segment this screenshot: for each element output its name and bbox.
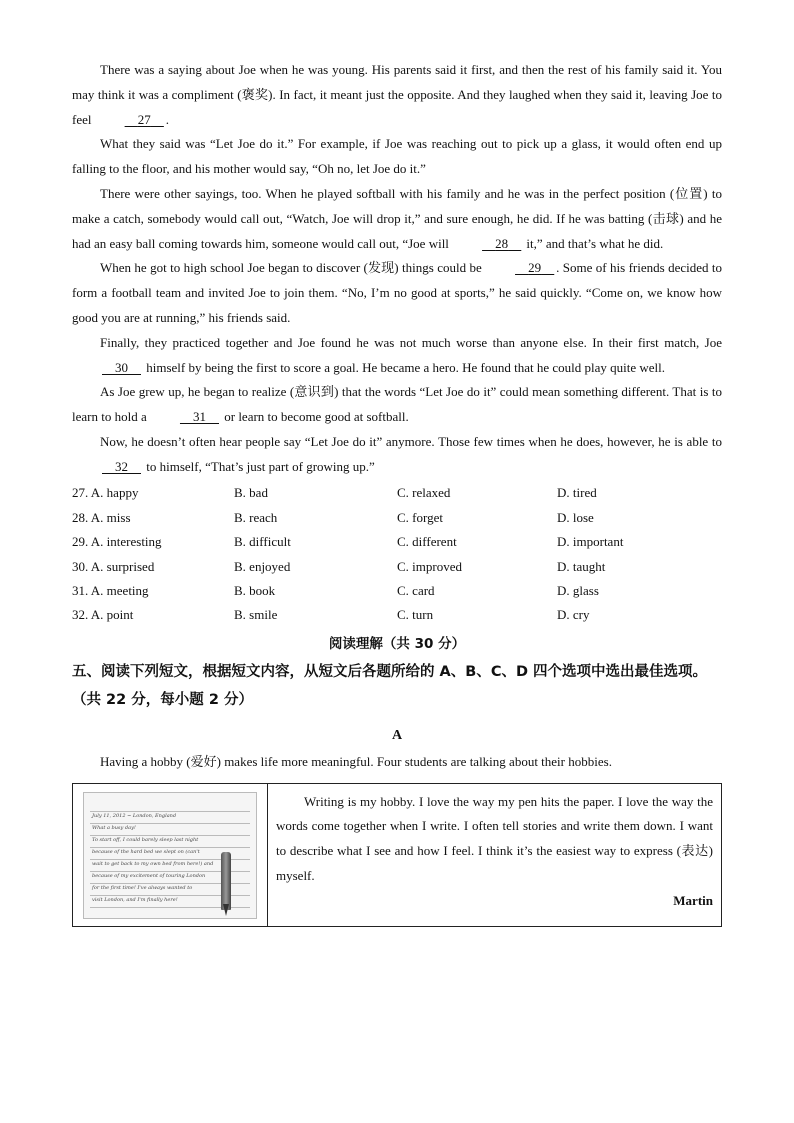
paragraph-2: What they said was “Let Joe do it.” For example, if Joe was reaching out to pick up a glass, it would often end up falling to the floor, and his mother would say, “Oh no, let Joe do it.”: [72, 136, 722, 177]
paragraph-7: [72, 430, 722, 480]
text: to himself, “That’s just part of growing up.”: [143, 458, 375, 474]
option-29-c: C. different: [397, 534, 457, 550]
student-name: Martin: [673, 892, 713, 908]
text: or learn to become good at softball.: [220, 409, 409, 425]
option-32-b: B. smile: [234, 607, 278, 623]
paragraph-4: [72, 256, 722, 330]
text: himself by being the first to score a goal. He became a hero. He found that he could play quite well.: [143, 359, 665, 375]
option-28-d: D. lose: [557, 509, 594, 525]
option-30-d: D. taught: [557, 558, 606, 574]
option-32-c: C. turn: [397, 607, 434, 623]
option-27-a: 27. A. happy: [72, 485, 139, 501]
blank-31: 31: [192, 409, 206, 425]
notebook-image: [73, 784, 268, 926]
notebook-line: visit London, and I'm finally here!: [92, 896, 178, 903]
blank-32: 32: [115, 458, 128, 474]
passage-label: A: [391, 727, 403, 743]
section-instruction: 五、阅读下列短文，根据短文内容，从短文后各题所给的 A、B、C、D 四个选项中选出最佳选项。（共 22 分，每小题 2 分）: [72, 663, 708, 708]
option-28-c: C. forget: [397, 509, 443, 525]
option-31-c: C. card: [397, 582, 435, 598]
notebook-line: because of the hard bed we slept on (can't: [92, 848, 200, 855]
paragraph-3: [72, 182, 722, 256]
option-28-b: B. reach: [234, 509, 278, 525]
option-row-28: [72, 506, 722, 530]
pen-tip-icon: [223, 904, 229, 916]
notebook-line: What a busy day!: [92, 824, 136, 831]
notebook-line: To start off, I could barely sleep last night: [92, 836, 199, 843]
option-31-a: 31. A. meeting: [72, 582, 149, 598]
option-row-29: [72, 530, 722, 554]
notebook-line: wait to get back to my own bed from here!) and: [92, 860, 214, 867]
paragraph-6: [72, 380, 722, 430]
option-30-c: C. improved: [397, 558, 462, 574]
blank-27: 27: [137, 111, 151, 127]
section-title: 阅读理解（共 30 分）: [328, 635, 466, 652]
hobby-description: [268, 784, 721, 926]
text: it,” and that’s what he did.: [523, 235, 664, 251]
hobby-table: [72, 783, 722, 927]
option-31-b: B. book: [234, 582, 276, 598]
hobby-text: Writing is my hobby. I love the way my pen hits the paper. I love the way the words come together when I write. I often tell stories and write them down. I want to describe what I see and how I feel. I think it’s the easiest way to express (表达) myself.: [276, 793, 713, 884]
option-row-27: [72, 482, 722, 506]
option-row-32: [72, 604, 722, 628]
text: Now, he doesn’t often hear people say “Let Joe do it” anymore. Those few times when he does, however, he is able to: [100, 433, 722, 449]
option-30-a: 30. A. surprised: [72, 558, 155, 574]
option-32-d: D. cry: [557, 607, 590, 623]
option-32-a: 32. A. point: [72, 607, 134, 623]
option-29-a: 29. A. interesting: [72, 534, 162, 550]
option-row-31: [72, 579, 722, 603]
text: When he got to high school Joe began to discover (发现) things could be: [100, 260, 486, 276]
blank-29: 29: [528, 260, 542, 276]
text: Finally, they practiced together and Joe found he was not much worse than anyone else. In their first match, Joe: [100, 334, 722, 350]
paragraph-5: [72, 331, 722, 381]
text: There were other sayings, too. When he played softball with his family and he was in the perfect position (位置) to make a catch, somebody would call out, “Watch, Joe will drop it,” and sure enough, he did. If he was batting (击球) and he had an easy ball coming towards him, someone would call out, “Joe will: [72, 185, 722, 251]
text: As Joe grew up, he began to realize (意识到) that the words “Let Joe do it” could mean something different. That is to learn to hold a: [72, 384, 722, 425]
option-29-d: D. important: [557, 534, 624, 550]
pen-icon: [221, 852, 231, 910]
option-27-b: B. bad: [234, 485, 268, 501]
option-31-d: D. glass: [557, 582, 599, 598]
text: There was a saying about Joe when he was young. His parents said it first, and then the rest of his family said it. You may think it was a compliment (褒奖). In fact, it meant just the opposite. And they laughed when they said it, leaving Joe to feel: [72, 62, 722, 127]
option-30-b: B. enjoyed: [234, 558, 291, 574]
option-row-30: [72, 555, 722, 579]
answer-options: [72, 482, 722, 628]
notebook-line: for the first time! I've always wanted to: [92, 884, 193, 891]
text: . Some of his friends decided to form a football team and invited Joe to join them. “No, I’m no good at sports,” he said quickly. “Come on, we know how good you are at running,” his friends said.: [72, 260, 722, 325]
option-28-a: 28. A. miss: [72, 509, 131, 525]
blank-28: 28: [495, 235, 509, 251]
blank-30: 30: [115, 359, 128, 375]
exam-page: [72, 58, 722, 927]
option-27-d: D. tired: [557, 485, 597, 501]
passage-intro: Having a hobby (爱好) makes life more meaningful. Four students are talking about their hobbies.: [100, 753, 612, 769]
text: .: [165, 111, 169, 127]
option-29-b: B. difficult: [234, 534, 291, 550]
notebook-line: because of my excitement of touring London: [92, 872, 206, 879]
paragraph-1: [72, 58, 722, 132]
option-27-c: C. relaxed: [397, 485, 451, 501]
notebook-line: July 11, 2012 ~ London, England: [92, 812, 177, 819]
